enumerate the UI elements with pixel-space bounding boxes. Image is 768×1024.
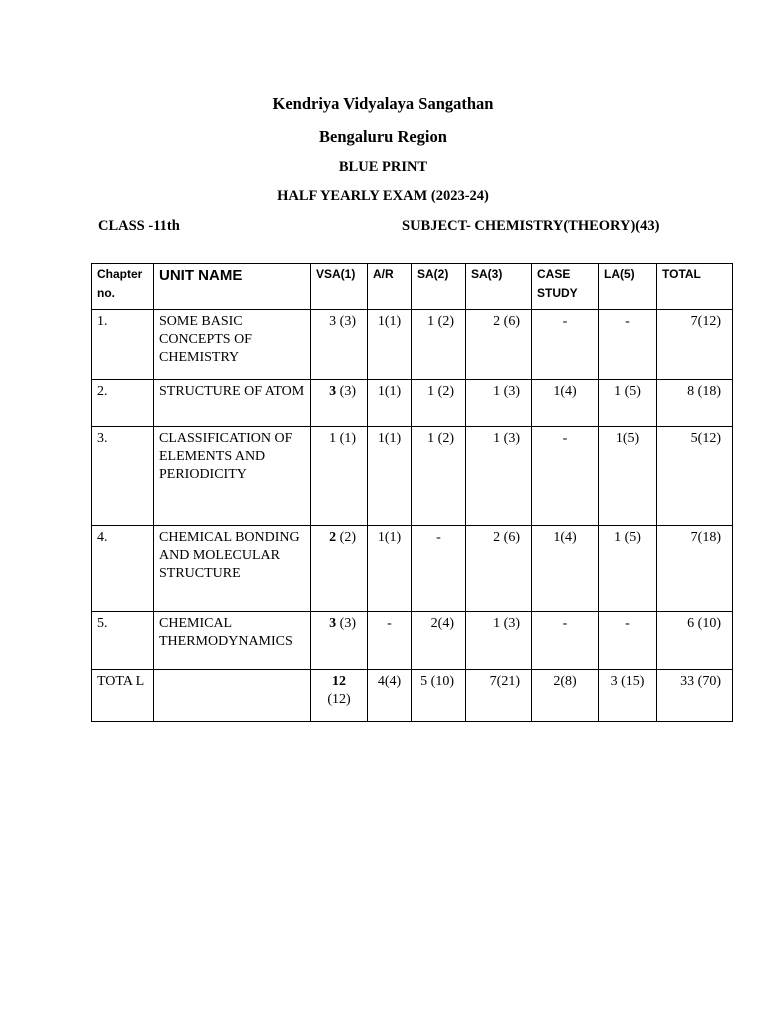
case-cell: - xyxy=(532,310,599,380)
chapter-cell: 3. xyxy=(92,427,154,526)
sa2-cell: 2(4) xyxy=(412,612,466,670)
sa3-cell: 1 (3) xyxy=(466,427,532,526)
unit-cell: STRUCTURE OF ATOM xyxy=(154,380,311,427)
vsa-marks: (2) xyxy=(336,530,356,545)
vsa-count: 3 xyxy=(329,384,337,399)
case-cell: 1(4) xyxy=(532,380,599,427)
col-header-ar: A/R xyxy=(368,264,412,310)
total-cell: 6 (10) xyxy=(657,612,733,670)
table-header-row xyxy=(92,264,733,310)
total-label-cell: TOTA L xyxy=(92,670,154,722)
total-cell: 8 (18) xyxy=(657,380,733,427)
table-row xyxy=(92,310,733,380)
sa2-cell: 1 (2) xyxy=(412,380,466,427)
vsa-count: 2 xyxy=(329,530,337,545)
col-header-case: CASE STUDY xyxy=(532,264,599,310)
sa3-cell: 1 (3) xyxy=(466,380,532,427)
case-cell: 1(4) xyxy=(532,526,599,612)
col-header-sa3: SA(3) xyxy=(466,264,532,310)
la-cell: - xyxy=(599,310,657,380)
col-header-sa2: SA(2) xyxy=(412,264,466,310)
vsa-count: 3 xyxy=(329,616,337,631)
col-header-vsa: VSA(1) xyxy=(311,264,368,310)
total-ar-cell: 4(4) xyxy=(368,670,412,722)
vsa-marks: (3) xyxy=(336,314,356,329)
total-cell: 7(18) xyxy=(657,526,733,612)
vsa-cell xyxy=(311,526,368,612)
class-label: CLASS -11th xyxy=(98,218,180,234)
col-header-unit: UNIT NAME xyxy=(154,264,311,310)
ar-cell: 1(1) xyxy=(368,310,412,380)
total-total-cell: 33 (70) xyxy=(657,670,733,722)
vsa-count: 1 xyxy=(329,431,337,446)
unit-cell: SOME BASIC CONCEPTS OF CHEMISTRY xyxy=(154,310,311,380)
vsa-marks: (3) xyxy=(336,616,356,631)
exam-title: HALF YEARLY EXAM (2023-24) xyxy=(277,188,489,204)
la-cell: 1 (5) xyxy=(599,526,657,612)
sa2-cell: 1 (2) xyxy=(412,427,466,526)
total-la-cell: 3 (15) xyxy=(599,670,657,722)
table-row xyxy=(92,526,733,612)
chapter-cell: 4. xyxy=(92,526,154,612)
total-vsa-cell xyxy=(311,670,368,722)
la-cell: 1(5) xyxy=(599,427,657,526)
vsa-marks: (1) xyxy=(336,431,356,446)
subject-label: SUBJECT- CHEMISTRY(THEORY)(43) xyxy=(402,218,660,234)
table-row xyxy=(92,427,733,526)
total-case-cell: 2(8) xyxy=(532,670,599,722)
total-sa3-cell: 7(21) xyxy=(466,670,532,722)
sa3-cell: 2 (6) xyxy=(466,526,532,612)
chapter-cell: 1. xyxy=(92,310,154,380)
sa2-cell: - xyxy=(412,526,466,612)
total-row xyxy=(92,670,733,722)
total-vsa-count: 12 xyxy=(332,674,346,689)
ar-cell: 1(1) xyxy=(368,427,412,526)
col-header-chapter: Chapter no. xyxy=(92,264,154,310)
unit-cell: CHEMICAL THERMODYNAMICS xyxy=(154,612,311,670)
la-cell: 1 (5) xyxy=(599,380,657,427)
doc-type-title: BLUE PRINT xyxy=(338,159,428,175)
vsa-cell xyxy=(311,427,368,526)
col-header-total: TOTAL xyxy=(657,264,733,310)
total-unit-cell xyxy=(154,670,311,722)
total-vsa-marks: (12) xyxy=(327,692,351,707)
ar-cell: 1(1) xyxy=(368,526,412,612)
sa3-cell: 1 (3) xyxy=(466,612,532,670)
chapter-cell: 5. xyxy=(92,612,154,670)
vsa-marks: (3) xyxy=(336,384,356,399)
total-cell: 5(12) xyxy=(657,427,733,526)
la-cell: - xyxy=(599,612,657,670)
ar-cell: 1(1) xyxy=(368,380,412,427)
table-row xyxy=(92,612,733,670)
ar-cell: - xyxy=(368,612,412,670)
blueprint-table xyxy=(91,263,733,722)
chapter-cell: 2. xyxy=(92,380,154,427)
col-header-la: LA(5) xyxy=(599,264,657,310)
unit-cell: CLASSIFICATION OF ELEMENTS AND PERIODICITY xyxy=(154,427,311,526)
case-cell: - xyxy=(532,612,599,670)
vsa-count: 3 xyxy=(329,314,337,329)
vsa-cell xyxy=(311,612,368,670)
total-cell: 7(12) xyxy=(657,310,733,380)
vsa-cell xyxy=(311,310,368,380)
sa2-cell: 1 (2) xyxy=(412,310,466,380)
total-sa2-cell: 5 (10) xyxy=(412,670,466,722)
table-row xyxy=(92,380,733,427)
vsa-cell xyxy=(311,380,368,427)
case-cell: - xyxy=(532,427,599,526)
region-title: Bengaluru Region xyxy=(319,127,447,146)
unit-cell: CHEMICAL BONDING AND MOLECULAR STRUCTURE xyxy=(154,526,311,612)
org-title: Kendriya Vidyalaya Sangathan xyxy=(272,94,494,113)
sa3-cell: 2 (6) xyxy=(466,310,532,380)
